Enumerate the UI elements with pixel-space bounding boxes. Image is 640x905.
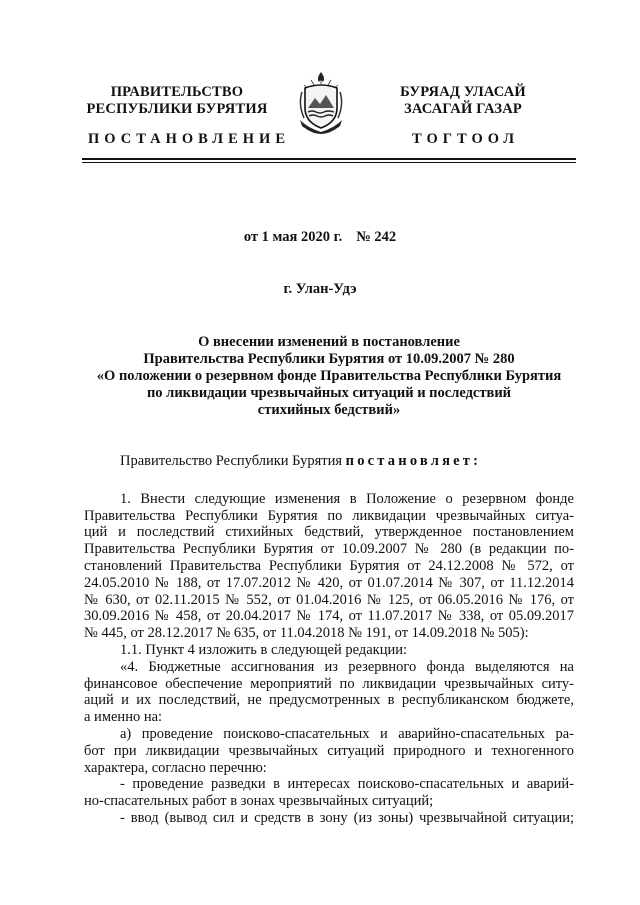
header-divider <box>82 158 576 160</box>
paragraph-4-line: а именно на: <box>84 709 163 726</box>
issuer-line: ЗАСАГАЙ ГАЗАР <box>404 101 522 117</box>
issuer-line: ПРАВИТЕЛЬСТВО <box>110 84 244 100</box>
paragraph-4-line: аций и их последствий, не предусмотренных в республиканском бюджете, <box>84 692 574 709</box>
document-date-number <box>0 229 640 246</box>
list-item-line: но-спасательных работ в зонах чрезвычайных ситуаций; <box>84 793 434 810</box>
document-type-buryat: ТОГТООЛ <box>412 131 520 147</box>
preamble <box>84 453 574 470</box>
issuer-name-buryat <box>348 84 578 118</box>
subparagraph-a-line: бот при ликвидации чрезвычайных ситуаций природного и техногенного <box>84 742 574 759</box>
item-1-1: 1.1. Пункт 4 изложить в следующей редакции: <box>120 641 408 658</box>
paragraph-4-line: «4. Бюджетные ассигнования из резервного фонда выделяются на <box>120 658 574 675</box>
paragraph-1-line: Правительства Республики Бурятия по ликвидации чрезвычайных ситуа- <box>84 507 574 524</box>
document-number: № 242 <box>356 229 397 245</box>
preamble-text: Правительство Республики Бурятия <box>120 453 346 469</box>
paragraph-1-line: 1. Внести следующие изменения в Положение о резервном фонде <box>120 490 574 507</box>
title-line: стихийных бедствий» <box>257 402 401 418</box>
title-line: О внесении изменений в постановление <box>198 334 460 350</box>
title-line: Правительства Республики Бурятия от 10.09.2007 № 280 <box>143 351 515 367</box>
paragraph-4-line: финансовое обеспечение мероприятий по ликвидации чрезвычайных ситу- <box>84 675 574 692</box>
paragraph-1-line: № 630, от 02.11.2015 № 552, от 01.04.2016 № 125, от 06.05.2016 № 176, от <box>84 591 574 608</box>
paragraph-1-line: становлений Правительства Республики Бурятия от 24.12.2008 № 572, от <box>84 557 574 574</box>
paragraph-gap <box>84 470 574 491</box>
paragraph-1-line: № 445, от 28.12.2017 № 635, от 11.04.2018 № 191, от 14.09.2018 № 505): <box>84 625 529 642</box>
title-line: «О положении о резервном фонде Правительства Республики Бурятия <box>96 368 562 384</box>
issuer-line: БУРЯАД УЛАСАЙ <box>400 84 526 100</box>
subparagraph-a-line: а) проведение поисково-спасательных и аварийно-спасательных ра- <box>120 725 574 742</box>
list-item-line: - ввод (вывод сил и средств в зону (из зоны) чрезвычайной ситуации; <box>120 809 574 826</box>
document-body <box>84 453 574 827</box>
paragraph-1-line: 30.09.2016 № 458, от 20.04.2017 № 174, от 11.07.2017 № 338, от 05.09.2017 <box>84 608 574 625</box>
paragraph-1-line: 24.05.2010 № 188, от 17.07.2012 № 420, от 01.07.2014 № 307, от 11.12.2014 <box>84 574 574 591</box>
list-item-line: - проведение разведки в интересах поисково-спасательных и аварий- <box>120 776 574 793</box>
header-divider-thin <box>82 162 576 163</box>
subparagraph-a-line: характера, согласно перечню: <box>84 759 267 776</box>
paragraph-1-line: ций и последствий стихийных бедствий, утвержденное постановлением <box>84 524 574 541</box>
document-city: г. Улан-Удэ <box>283 281 357 297</box>
document-title <box>82 334 576 419</box>
title-line: по ликвидации чрезвычайных ситуаций и последствий <box>146 385 512 401</box>
coat-of-arms-emblem-icon <box>296 70 346 134</box>
document-date: от 1 мая 2020 г. <box>243 229 343 245</box>
issuer-name-russian <box>62 84 292 118</box>
document-type-russian: ПОСТАНОВЛЕНИЕ <box>88 131 291 147</box>
issuer-line: РЕСПУБЛИКИ БУРЯТИЯ <box>86 101 268 117</box>
preamble-decree-word: постановляет: <box>345 453 482 469</box>
paragraph-1-line: Правительства Республики Бурятия от 10.09.2007 № 280 (в редакции по- <box>84 541 574 558</box>
